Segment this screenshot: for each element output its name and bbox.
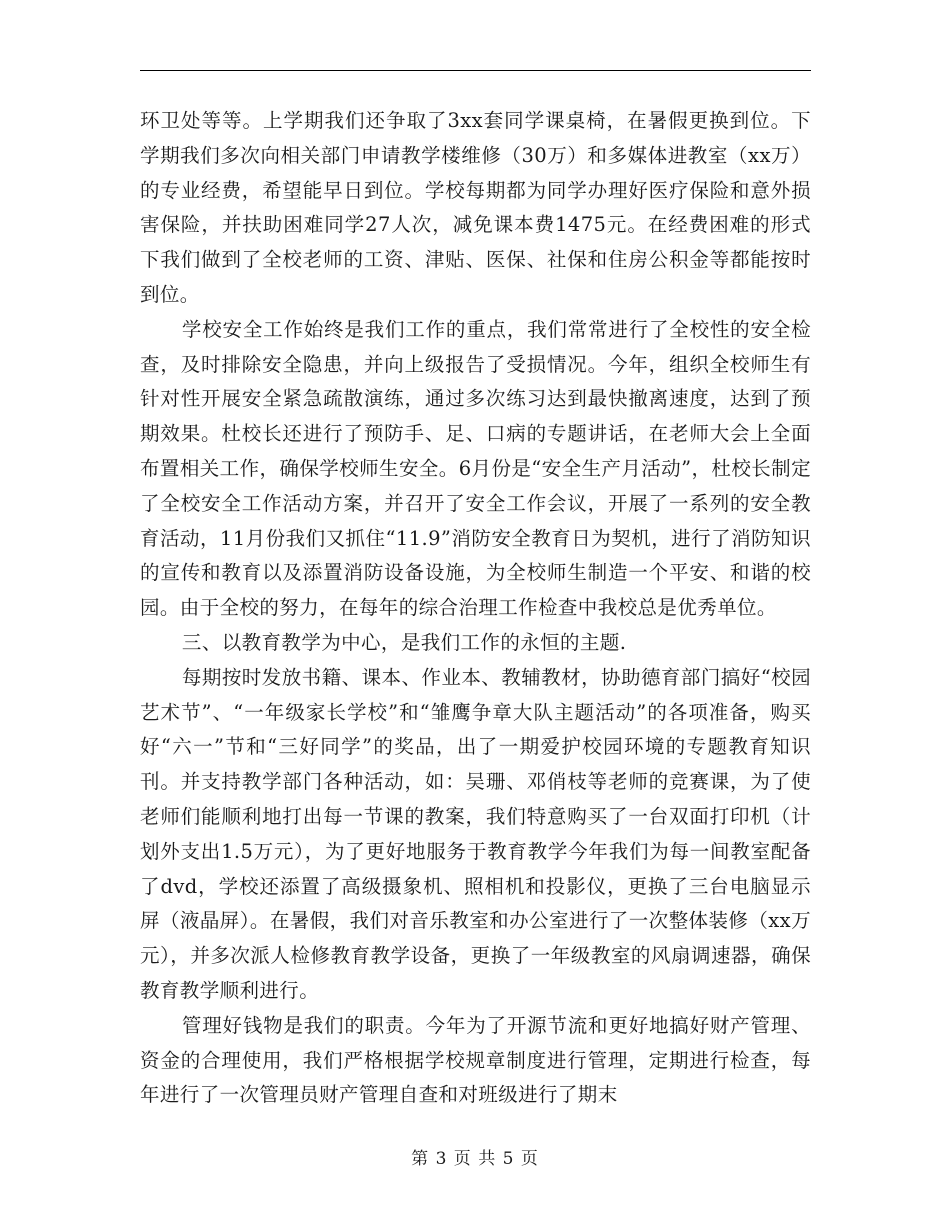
section-heading-teaching: 三、以教育教学为中心，是我们工作的永恒的主题. [181, 630, 627, 654]
page-number-footer: 第 3 页 共 5 页 [411, 1149, 539, 1169]
paragraph-funding: 环卫处等等。上学期我们还争取了3xx套同学课桌椅，在暑假更换到位。下学期我们多次向相关部门申请教学楼维修（30万）和多媒体进教室（xx万）的专业经费，希望能早日到位。学校每期都为同学办理好医疗保险和意外损害保险，并扶助困难同学27人次，减免课本费1475元。在经费困难的形式下我们做到了全校老师的工资、津贴、医保、社保和住房公积金等都能按时到位。 [140, 109, 811, 306]
paragraph-safety: 学校安全工作始终是我们工作的重点，我们常常进行了全校性的安全检查，及时排除安全隐患，并向上级报告了受损情况。今年，组织全校师生有针对性开展安全紧急疏散演练，通过多次练习达到最快撤离速度，达到了预期效果。杜校长还进行了预防手、足、口病的专题讲话，在老师大会上全面布置相关工作，确保学校师生安全。6月份是“安全生产月活动”，杜校长制定了全校安全工作活动方案，并召开了安全工作会议，开展了一系列的安全教育活动，11月份我们又抓住“11.9”消防安全教育日为契机，进行了消防知识的宣传和教育以及添置消防设备设施，为全校师生制造一个平安、和谐的校园。由于全校的努力，在每年的综合治理工作检查中我校总是优秀单位。 [140, 317, 811, 620]
document-body [140, 104, 811, 1113]
header-rule [140, 70, 811, 71]
paragraph-teaching-support: 每期按时发放书籍、课本、作业本、教辅教材，协助德育部门搞好“校园艺术节”、“一年级家长学校”和“雏鹰争章大队主题活动”的各项准备，购买好“六一”节和“三好同学”的奖品，出了一期爱护校园环境的专题教育知识刊。并支持教学部门各种活动，如：吴珊、邓俏枝等老师的竞赛课，为了使老师们能顺利地打出每一节课的教案，我们特意购买了一台双面打印机（计划外支出1.5万元），为了更好地服务于教育教学今年我们为每一间教室配备了dvd，学校还添置了高级摄象机、照相机和投影仪，更换了三台电脑显示屏（液晶屏）。在暑假，我们对音乐教室和办公室进行了一次整体装修（xx万元），并多次派人检修教育教学设备，更换了一年级教室的风扇调速器，确保教育教学顺利进行。 [140, 665, 811, 1002]
paragraph-asset-management: 管理好钱物是我们的职责。今年为了开源节流和更好地搞好财产管理、资金的合理使用，我们严格根据学校规章制度进行管理，定期进行检查，每年进行了一次管理员财产管理自查和对班级进行了期末 [140, 1013, 811, 1107]
